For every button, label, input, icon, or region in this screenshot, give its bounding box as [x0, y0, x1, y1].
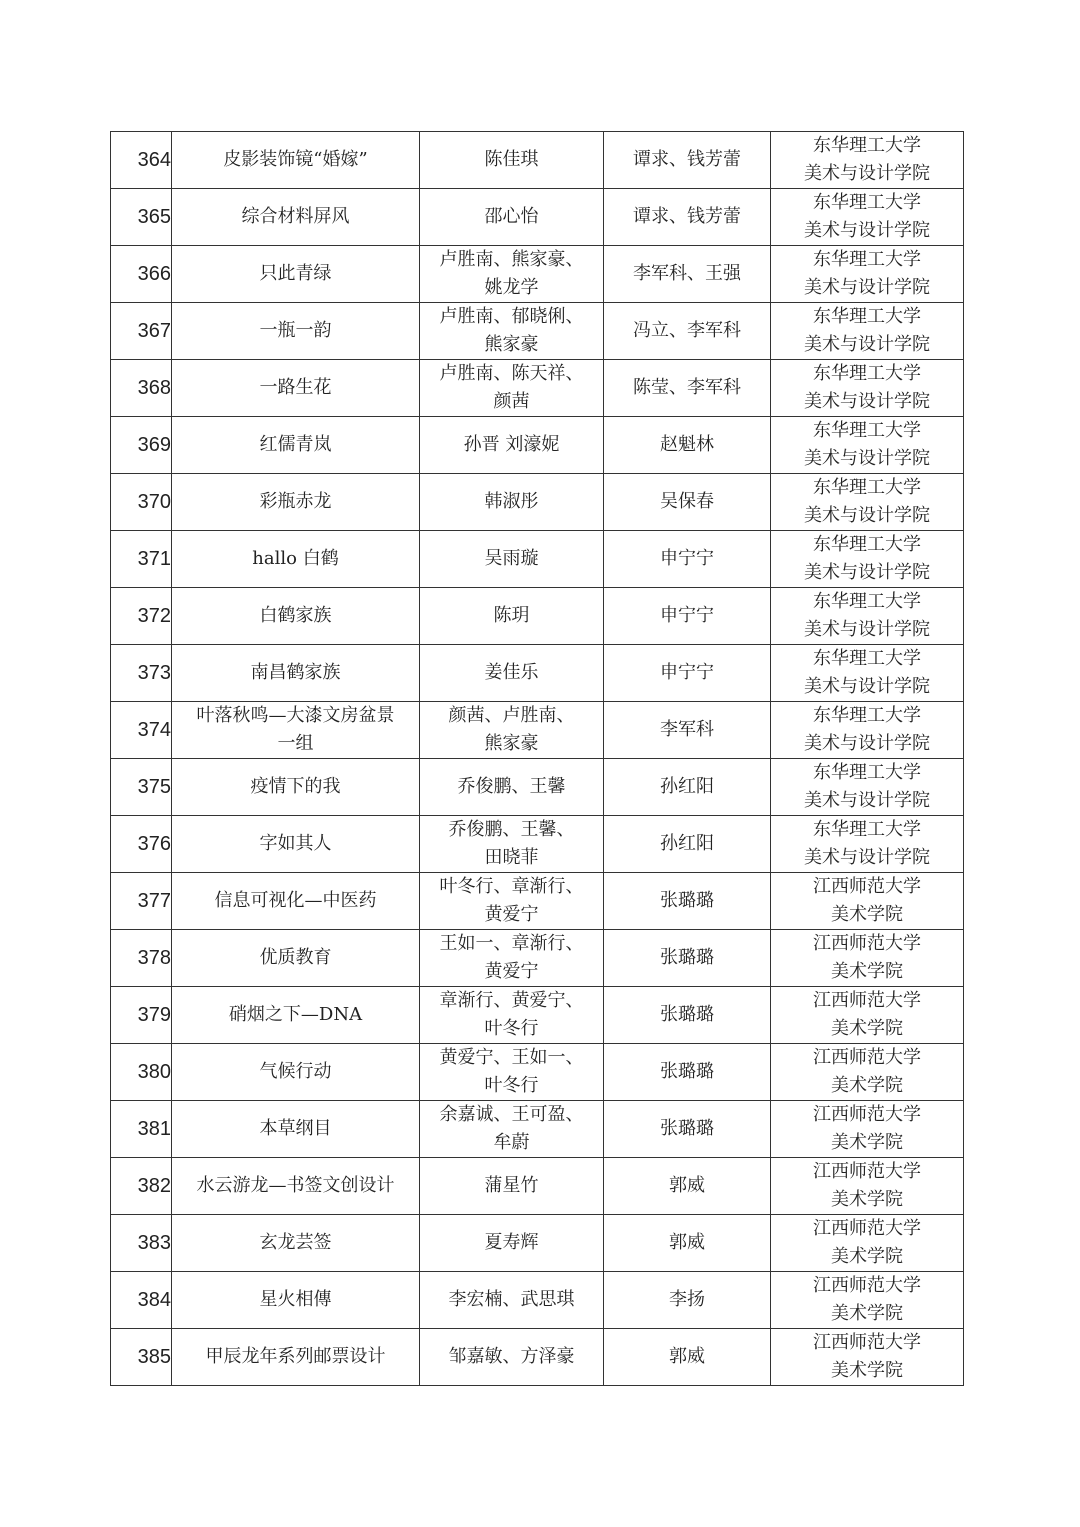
entry-number-cell: 381: [111, 1101, 172, 1158]
advisors-cell: [604, 132, 771, 189]
work-title-line: 优质教育: [259, 947, 332, 968]
authors-cell: [420, 1272, 604, 1329]
work-title-line: 硝烟之下—DNA: [228, 1004, 363, 1025]
authors-line: 姚龙学: [484, 277, 539, 298]
institution-cell: [771, 474, 964, 531]
authors-cell: [420, 1044, 604, 1101]
authors-line: 乔俊鹏、王馨: [457, 776, 566, 797]
table-row: [111, 303, 964, 360]
table-row: [111, 474, 964, 531]
entry-number-cell: 377: [111, 873, 172, 930]
authors-line: 陈佳琪: [484, 149, 539, 170]
authors-cell: [420, 816, 604, 873]
authors-line: 章渐行、黄爱宁、: [439, 990, 584, 1011]
work-title-cell: [172, 930, 420, 987]
institution-cell: [771, 1329, 964, 1386]
work-title-line: 只此青绿: [259, 263, 332, 284]
entry-number-cell: 375: [111, 759, 172, 816]
advisors-cell: [604, 1329, 771, 1386]
authors-line: 叶冬行: [484, 1075, 539, 1096]
institution-cell: [771, 1044, 964, 1101]
authors-cell: [420, 645, 604, 702]
advisors-cell: [604, 873, 771, 930]
authors-cell: [420, 303, 604, 360]
authors-cell: [420, 360, 604, 417]
table-row: [111, 873, 964, 930]
work-title-line: 疫情下的我: [250, 776, 341, 797]
advisors-line: 陈莹、李军科: [633, 377, 741, 398]
institution-cell: [771, 987, 964, 1044]
entry-number-cell: 365: [111, 189, 172, 246]
work-title-cell: [172, 1044, 420, 1101]
work-title-cell: [172, 816, 420, 873]
institution-line: 美术与设计学院: [804, 448, 930, 469]
authors-line: 牟蔚: [493, 1132, 530, 1153]
authors-line: 乔俊鹏、王馨、: [448, 819, 575, 840]
institution-line: 美术学院: [831, 1075, 903, 1096]
institution-line: 东华理工大学: [813, 591, 921, 612]
authors-cell: [420, 1158, 604, 1215]
work-title-cell: [172, 588, 420, 645]
advisors-cell: [604, 1272, 771, 1329]
institution-line: 东华理工大学: [813, 192, 921, 213]
authors-cell: [420, 588, 604, 645]
advisors-cell: [604, 360, 771, 417]
table-row: [111, 645, 964, 702]
table-row: [111, 1272, 964, 1329]
work-title-line: 叶落秋鸣—大漆文房盆景: [196, 705, 395, 726]
institution-line: 东华理工大学: [813, 648, 921, 669]
advisors-line: 申宁宁: [660, 605, 714, 626]
institution-cell: [771, 417, 964, 474]
advisors-line: 张璐璐: [660, 1004, 714, 1025]
authors-line: 韩淑彤: [484, 491, 539, 512]
entry-number-cell: 385: [111, 1329, 172, 1386]
institution-line: 东华理工大学: [813, 819, 921, 840]
table-row: [111, 189, 964, 246]
authors-cell: [420, 474, 604, 531]
advisors-line: 张璐璐: [660, 947, 714, 968]
institution-line: 东华理工大学: [813, 249, 921, 270]
table-row: [111, 1158, 964, 1215]
advisors-cell: [604, 759, 771, 816]
table-row: [111, 1215, 964, 1272]
institution-line: 美术与设计学院: [804, 733, 930, 754]
advisors-cell: [604, 1044, 771, 1101]
work-title-line: 玄龙芸签: [259, 1232, 332, 1253]
table-row: [111, 132, 964, 189]
table-row: [111, 816, 964, 873]
advisors-line: 谭求、钱芳蕾: [633, 149, 741, 170]
institution-cell: [771, 132, 964, 189]
authors-cell: [420, 1215, 604, 1272]
advisors-line: 赵魁林: [660, 434, 714, 455]
work-title-cell: [172, 702, 420, 759]
work-title-line: 一路生花: [259, 377, 332, 398]
institution-line: 江西师范大学: [813, 990, 921, 1011]
entry-number-cell: 368: [111, 360, 172, 417]
institution-line: 江西师范大学: [813, 933, 921, 954]
institution-line: 东华理工大学: [813, 705, 921, 726]
work-title-cell: [172, 645, 420, 702]
institution-line: 美术与设计学院: [804, 334, 930, 355]
institution-line: 美术与设计学院: [804, 391, 930, 412]
work-title-line: 皮影装饰镜“婚嫁”: [223, 149, 368, 170]
institution-line: 江西师范大学: [813, 1332, 921, 1353]
institution-line: 美术学院: [831, 1132, 903, 1153]
entry-number-cell: 384: [111, 1272, 172, 1329]
institution-line: 美术学院: [831, 1189, 903, 1210]
authors-line: 熊家豪: [484, 334, 539, 355]
advisors-cell: [604, 702, 771, 759]
authors-line: 卢胜南、郁晓俐、: [439, 306, 584, 327]
advisors-cell: [604, 588, 771, 645]
institution-cell: [771, 303, 964, 360]
institution-line: 东华理工大学: [813, 135, 921, 156]
institution-cell: [771, 531, 964, 588]
entry-number-cell: 369: [111, 417, 172, 474]
entry-number-cell: 379: [111, 987, 172, 1044]
authors-cell: [420, 531, 604, 588]
work-title-line: 综合材料屏风: [241, 206, 350, 227]
work-title-cell: [172, 1215, 420, 1272]
advisors-cell: [604, 303, 771, 360]
table-row: [111, 588, 964, 645]
authors-line: 熊家豪: [484, 733, 539, 754]
table-row: [111, 360, 964, 417]
advisors-cell: [604, 1215, 771, 1272]
institution-cell: [771, 588, 964, 645]
institution-cell: [771, 759, 964, 816]
authors-line: 叶冬行: [484, 1018, 539, 1039]
advisors-line: 吴保春: [660, 491, 714, 512]
institution-line: 美术与设计学院: [804, 277, 930, 298]
advisors-cell: [604, 645, 771, 702]
table-body: [111, 132, 964, 1386]
institution-cell: [771, 645, 964, 702]
institution-cell: [771, 1158, 964, 1215]
work-title-cell: [172, 189, 420, 246]
work-title-line: 一组: [277, 733, 314, 754]
work-title-line: 南昌鹤家族: [250, 662, 341, 683]
institution-cell: [771, 873, 964, 930]
awards-table: [110, 131, 964, 1386]
table-row: [111, 1329, 964, 1386]
advisors-line: 郭威: [669, 1175, 705, 1196]
work-title-line: 红儒青岚: [259, 434, 332, 455]
authors-line: 余嘉诚、王可盈、: [439, 1104, 584, 1125]
work-title-cell: [172, 1158, 420, 1215]
authors-line: 黄爱宁、王如一、: [439, 1047, 584, 1068]
authors-cell: [420, 987, 604, 1044]
institution-line: 美术学院: [831, 1303, 903, 1324]
table-row: [111, 1044, 964, 1101]
authors-line: 陈玥: [493, 605, 530, 626]
authors-line: 姜佳乐: [484, 662, 539, 683]
table-row: [111, 759, 964, 816]
entry-number-cell: 366: [111, 246, 172, 303]
authors-line: 李宏楠、武思琪: [448, 1289, 575, 1310]
table-row: [111, 930, 964, 987]
advisors-line: 张璐璐: [660, 1061, 714, 1082]
authors-cell: [420, 1101, 604, 1158]
advisors-cell: [604, 816, 771, 873]
advisors-line: 孙红阳: [660, 833, 714, 854]
institution-cell: [771, 816, 964, 873]
authors-cell: [420, 759, 604, 816]
entry-number-cell: 373: [111, 645, 172, 702]
work-title-line: 气候行动: [259, 1061, 332, 1082]
institution-line: 江西师范大学: [813, 1161, 921, 1182]
advisors-cell: [604, 531, 771, 588]
authors-cell: [420, 873, 604, 930]
advisors-line: 申宁宁: [660, 662, 714, 683]
authors-cell: [420, 246, 604, 303]
advisors-cell: [604, 1158, 771, 1215]
advisors-cell: [604, 987, 771, 1044]
advisors-line: 张璐璐: [660, 1118, 714, 1139]
entry-number-cell: 382: [111, 1158, 172, 1215]
work-title-cell: [172, 417, 420, 474]
work-title-line: hallo 白鹤: [252, 548, 339, 569]
authors-line: 夏寿辉: [484, 1232, 539, 1253]
authors-line: 颜茜: [493, 391, 530, 412]
institution-line: 江西师范大学: [813, 1047, 921, 1068]
authors-line: 黄爱宁: [484, 904, 539, 925]
table-row: [111, 1101, 964, 1158]
table-row: [111, 702, 964, 759]
work-title-cell: [172, 1101, 420, 1158]
work-title-line: 字如其人: [259, 833, 332, 854]
institution-cell: [771, 1101, 964, 1158]
institution-line: 美术与设计学院: [804, 847, 930, 868]
work-title-line: 甲辰龙年系列邮票设计: [205, 1346, 386, 1367]
work-title-cell: [172, 1329, 420, 1386]
institution-cell: [771, 930, 964, 987]
work-title-line: 信息可视化—中医药: [214, 890, 377, 911]
institution-line: 东华理工大学: [813, 534, 921, 555]
work-title-cell: [172, 987, 420, 1044]
institution-line: 东华理工大学: [813, 306, 921, 327]
work-title-cell: [172, 246, 420, 303]
entry-number-cell: 370: [111, 474, 172, 531]
advisors-cell: [604, 930, 771, 987]
institution-line: 美术学院: [831, 961, 903, 982]
work-title-line: 星火相傳: [259, 1289, 332, 1310]
advisors-cell: [604, 189, 771, 246]
institution-cell: [771, 189, 964, 246]
authors-line: 吴雨璇: [484, 548, 539, 569]
work-title-line: 白鹤家族: [259, 605, 332, 626]
work-title-cell: [172, 873, 420, 930]
authors-cell: [420, 1329, 604, 1386]
advisors-cell: [604, 1101, 771, 1158]
entry-number-cell: 367: [111, 303, 172, 360]
entry-number-cell: 383: [111, 1215, 172, 1272]
authors-cell: [420, 132, 604, 189]
institution-line: 江西师范大学: [813, 1218, 921, 1239]
institution-line: 东华理工大学: [813, 420, 921, 441]
institution-line: 美术与设计学院: [804, 220, 930, 241]
authors-cell: [420, 417, 604, 474]
institution-line: 美术与设计学院: [804, 163, 930, 184]
advisors-line: 郭威: [669, 1232, 705, 1253]
institution-line: 东华理工大学: [813, 477, 921, 498]
entry-number-cell: 380: [111, 1044, 172, 1101]
institution-cell: [771, 360, 964, 417]
authors-cell: [420, 930, 604, 987]
entry-number-cell: 378: [111, 930, 172, 987]
institution-line: 江西师范大学: [813, 876, 921, 897]
authors-line: 黄爱宁: [484, 961, 539, 982]
authors-line: 邵心怡: [484, 206, 539, 227]
advisors-line: 谭求、钱芳蕾: [633, 206, 741, 227]
authors-cell: [420, 702, 604, 759]
authors-line: 卢胜南、熊家豪、: [439, 249, 584, 270]
institution-cell: [771, 246, 964, 303]
entry-number-cell: 376: [111, 816, 172, 873]
entry-number-cell: 371: [111, 531, 172, 588]
institution-line: 美术学院: [831, 1018, 903, 1039]
institution-line: 美术与设计学院: [804, 505, 930, 526]
table-row: [111, 417, 964, 474]
work-title-line: 本草纲目: [259, 1118, 332, 1139]
institution-line: 美术与设计学院: [804, 562, 930, 583]
table-row: [111, 987, 964, 1044]
work-title-cell: [172, 360, 420, 417]
institution-cell: [771, 1215, 964, 1272]
advisors-cell: [604, 474, 771, 531]
authors-line: 田晓菲: [484, 847, 539, 868]
institution-line: 美术与设计学院: [804, 619, 930, 640]
work-title-cell: [172, 132, 420, 189]
institution-line: 美术与设计学院: [804, 790, 930, 811]
authors-line: 颜茜、卢胜南、: [448, 705, 575, 726]
advisors-line: 李军科: [660, 719, 714, 740]
advisors-line: 冯立、李军科: [633, 320, 741, 341]
institution-cell: [771, 1272, 964, 1329]
advisors-line: 张璐璐: [660, 890, 714, 911]
institution-line: 江西师范大学: [813, 1104, 921, 1125]
institution-cell: [771, 702, 964, 759]
work-title-cell: [172, 531, 420, 588]
authors-line: 卢胜南、陈天祥、: [439, 363, 584, 384]
entry-number-cell: 364: [111, 132, 172, 189]
authors-line: 邹嘉敏、方泽豪: [448, 1346, 575, 1367]
institution-line: 江西师范大学: [813, 1275, 921, 1296]
work-title-line: 水云游龙—书签文创设计: [196, 1175, 395, 1196]
advisors-line: 郭威: [669, 1346, 705, 1367]
authors-line: 孙晋 刘濠妮: [463, 434, 560, 455]
work-title-cell: [172, 303, 420, 360]
advisors-cell: [604, 417, 771, 474]
authors-cell: [420, 189, 604, 246]
advisors-line: 申宁宁: [660, 548, 714, 569]
work-title-cell: [172, 474, 420, 531]
advisors-cell: [604, 246, 771, 303]
authors-line: 叶冬行、章渐行、: [439, 876, 584, 897]
authors-line: 王如一、章渐行、: [439, 933, 584, 954]
advisors-line: 李军科、王强: [633, 263, 741, 284]
work-title-cell: [172, 1272, 420, 1329]
institution-line: 美术学院: [831, 1246, 903, 1267]
advisors-line: 李扬: [669, 1289, 705, 1310]
advisors-line: 孙红阳: [660, 776, 714, 797]
institution-line: 美术与设计学院: [804, 676, 930, 697]
table-row: [111, 246, 964, 303]
institution-line: 东华理工大学: [813, 762, 921, 783]
work-title-line: 彩瓶赤龙: [259, 491, 332, 512]
institution-line: 东华理工大学: [813, 363, 921, 384]
institution-line: 美术学院: [831, 904, 903, 925]
institution-line: 美术学院: [831, 1360, 903, 1381]
table-row: [111, 531, 964, 588]
entry-number-cell: 372: [111, 588, 172, 645]
work-title-cell: [172, 759, 420, 816]
authors-line: 蒲星竹: [484, 1175, 539, 1196]
work-title-line: 一瓶一韵: [259, 320, 332, 341]
entry-number-cell: 374: [111, 702, 172, 759]
